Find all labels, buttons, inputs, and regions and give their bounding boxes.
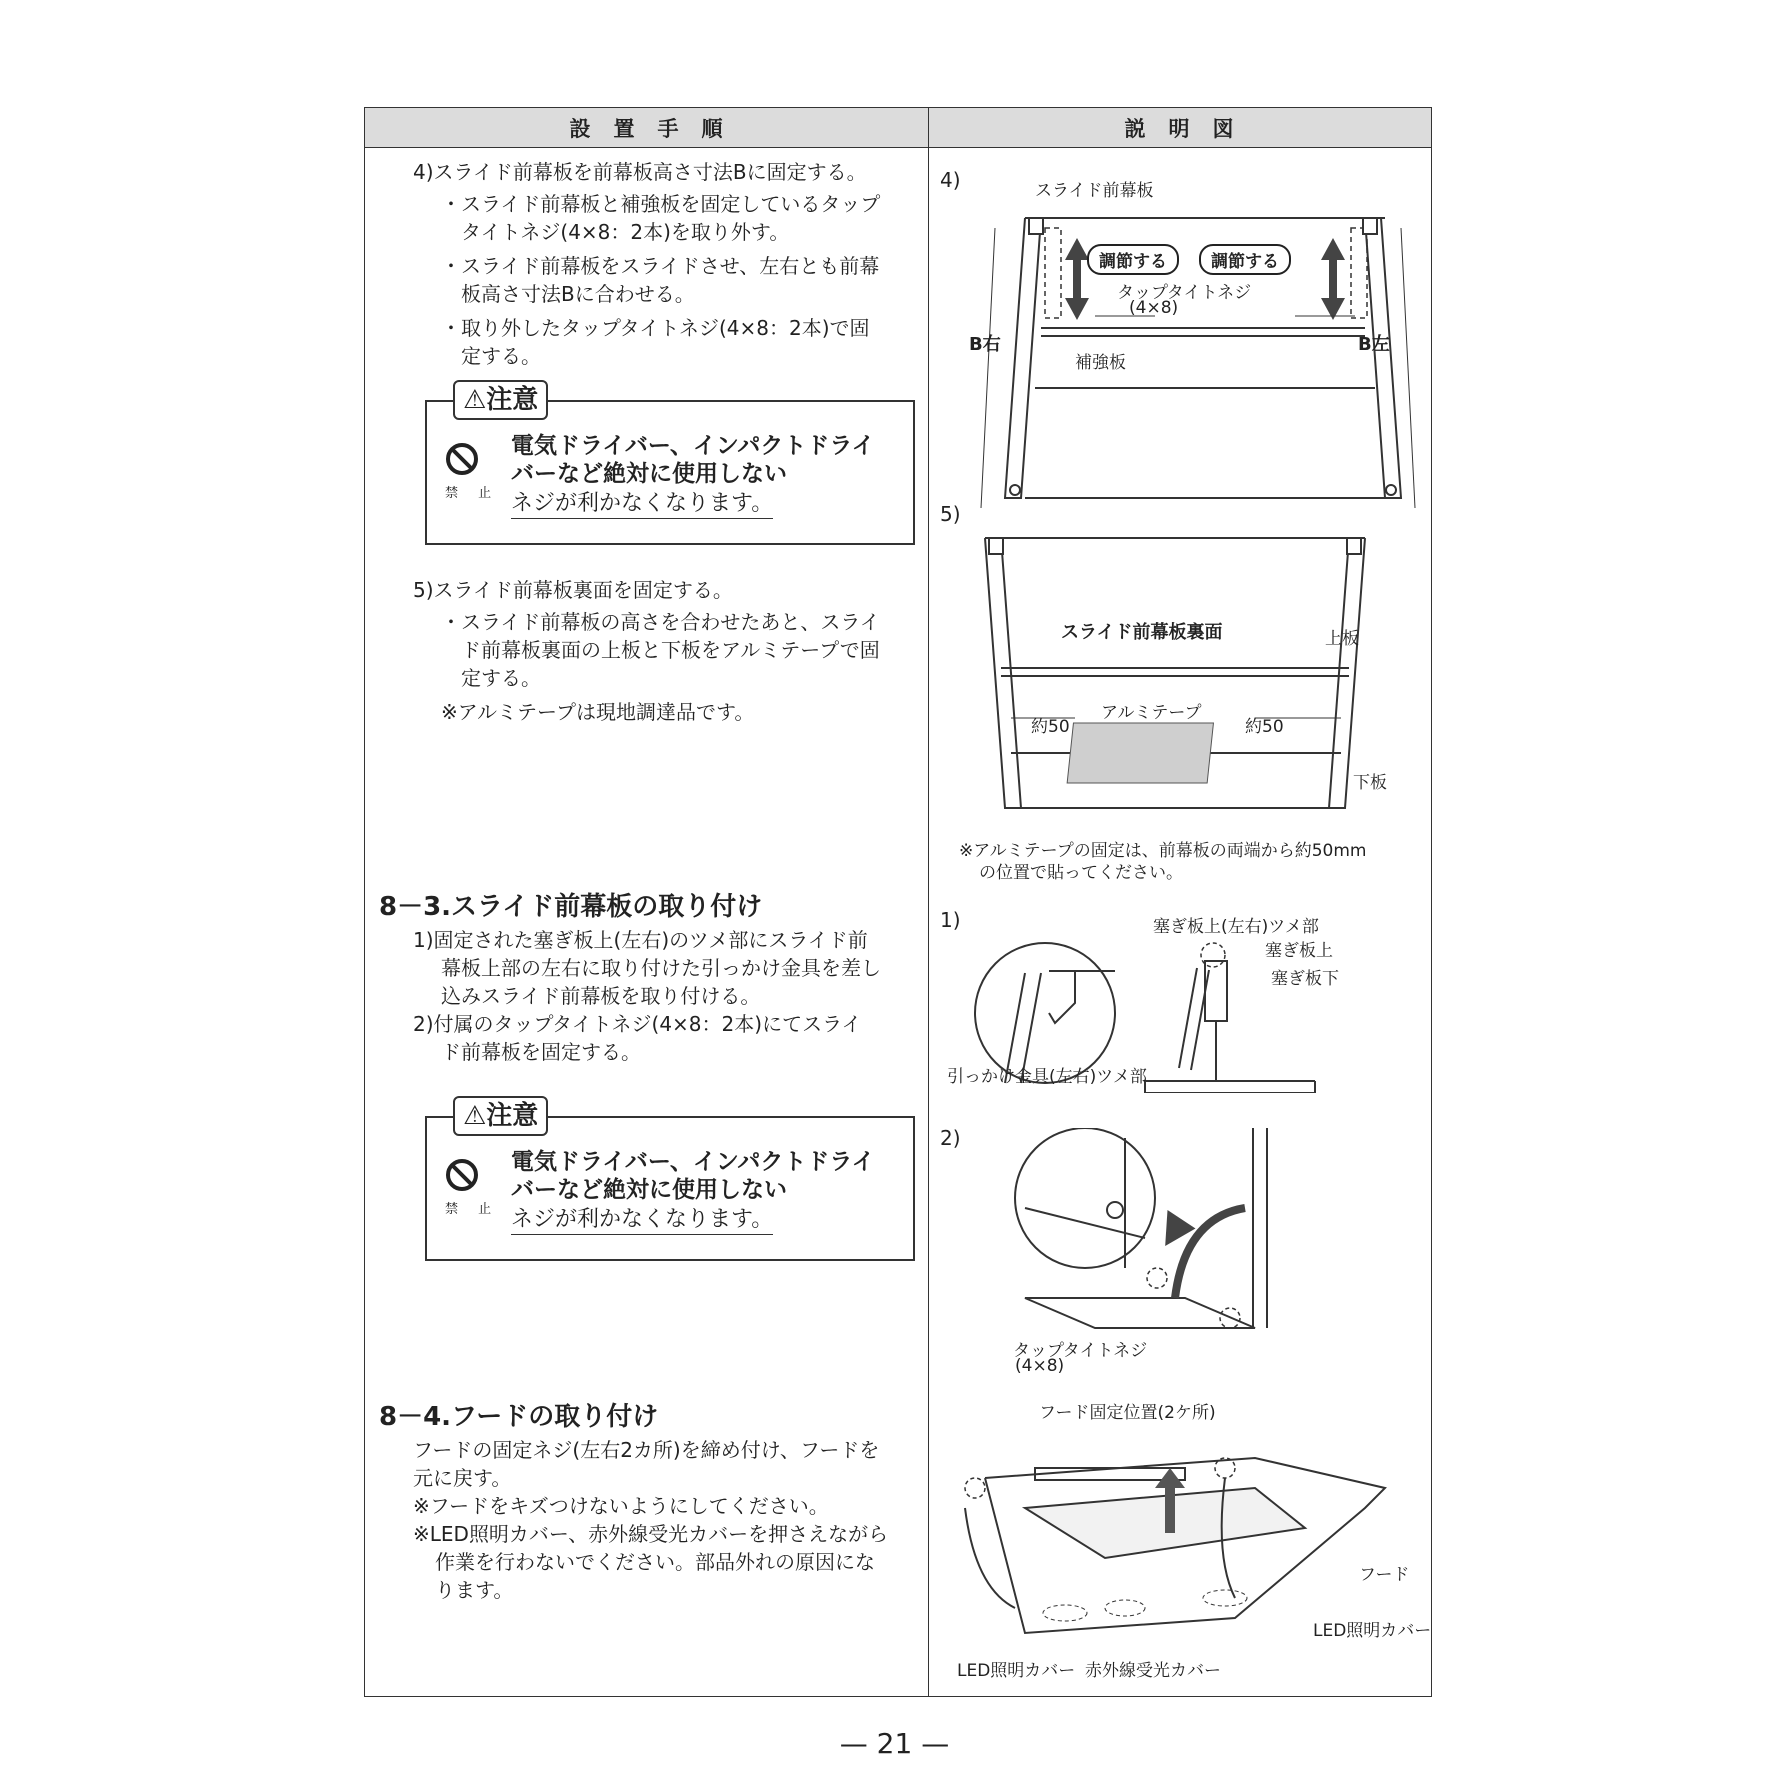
caution-reason: ネジが利かなくなります。 (511, 1206, 773, 1235)
caution-message: 電気ドライバー、インパクトドライ バーなど絶対に使用しない (511, 1149, 875, 1203)
section-8-3-title: 8－3.スライド前幕板の取り付け (379, 892, 763, 922)
hood-led-cover-left: LED照明カバー (957, 1661, 1076, 1681)
fig5-bottom-plate-label: 下板 (1353, 773, 1387, 793)
sec84-note2: ※LED照明カバー、赤外線受光カバーを押さえながら (413, 1522, 889, 1546)
fig1-lower-label: 塞ぎ板下 (1271, 969, 1339, 989)
sec83-step1-cont2: 込みスライド前幕板を取り付ける。 (441, 984, 761, 1008)
step5-note: ※アルミテープは現地調達品です。 (441, 700, 755, 724)
step4-bullet3-cont: 定する。 (461, 344, 541, 368)
fig4-adjust-label-2: 調節する (1199, 244, 1291, 275)
procedure-table (364, 107, 1432, 1697)
fig5-number: 5) (940, 502, 961, 526)
step4-bullet2: ・スライド前幕板をスライドさせ、左右とも前幕 (441, 254, 880, 278)
sec83-step2: 2)付属のタップタイトネジ(4×8：2本)にてスライ (413, 1012, 862, 1036)
fig2-screw-diagram (1005, 1128, 1325, 1368)
fig5-note-line2: の位置で貼ってください。 (979, 863, 1183, 883)
fig5-approx-left: 約50 (1031, 717, 1070, 737)
step5-bullet1-cont2: 定する。 (461, 666, 541, 690)
fig4-screw-label: タップタイトネジ (1117, 283, 1252, 303)
fig1-upper-label: 塞ぎ板上 (1265, 941, 1333, 961)
fig4-adjust-label-1: 調節する (1087, 244, 1179, 275)
sec84-note1: ※フードをキズつけないようにしてください。 (413, 1494, 829, 1518)
step4-title: 4)スライド前幕板を前幕板高さ寸法Bに固定する。 (413, 160, 867, 184)
header-procedure: 設 置 手 順 (365, 108, 928, 148)
fig5-back-panel-diagram (965, 518, 1385, 828)
prohibited-icon (445, 1158, 479, 1192)
step5-bullet1-cont: ド前幕板裏面の上板と下板をアルミテープで固 (461, 638, 880, 662)
fig5-note-line1: ※アルミテープの固定は、前幕板の両端から約50mm (959, 841, 1367, 861)
sec83-step2-cont: ド前幕板を固定する。 (441, 1040, 641, 1064)
fig5-top-plate-label: 上板 (1325, 629, 1359, 649)
fig4-screw-size: (4×8) (1129, 298, 1179, 318)
prohibited-icon (445, 442, 479, 476)
fig4-slide-panel-diagram (945, 198, 1425, 528)
hood-diagram (955, 1418, 1425, 1638)
sec84-note2-cont: 作業を行わないでください。部品外れの原因にな (435, 1550, 875, 1574)
step5-bullet1: ・スライド前幕板の高さを合わせたあと、スライ (441, 610, 880, 634)
step4-bullet1-cont: タイトネジ(4×8：2本)を取り外す。 (461, 220, 790, 244)
step4-bullet3: ・取り外したタップタイトネジ(4×8：2本)で固 (441, 316, 870, 340)
caution-tag: ⚠注意 (453, 380, 548, 420)
hood-led-cover-right: LED照明カバー (1313, 1621, 1432, 1641)
sec84-note2-cont2: ります。 (435, 1578, 514, 1602)
caution-tag: ⚠注意 (453, 1096, 548, 1136)
prohibited-label: 禁 止 (445, 1202, 500, 1217)
caution-box-2 (425, 1101, 915, 1261)
section-8-4-title: 8－4.フードの取り付け (379, 1402, 659, 1432)
step4-bullet2-cont: 板高さ寸法Bに合わせる。 (461, 282, 695, 306)
fig5-approx-right: 約50 (1245, 717, 1284, 737)
caution-box-1 (425, 385, 915, 545)
fig2-screw-label: タップタイトネジ (1013, 1341, 1148, 1361)
fig2-number: 2) (940, 1126, 961, 1150)
hood-ir-cover: 赤外線受光カバー (1085, 1661, 1221, 1681)
header-diagram: 説 明 図 (928, 108, 1431, 148)
sec83-step1-cont: 幕板上部の左右に取り付けた引っかけ金具を差し (441, 956, 881, 980)
caution-reason: ネジが利かなくなります。 (511, 490, 773, 519)
hood-fix-position-label: フード固定位置(2ケ所) (1039, 1403, 1216, 1423)
step4-bullet1: ・スライド前幕板と補強板を固定しているタップ (441, 192, 881, 216)
fig2-screw-size: (4×8) (1015, 1356, 1065, 1376)
fig5-tape-label: アルミテープ (1101, 703, 1202, 723)
fig4-number: 4) (940, 168, 961, 192)
fig1-claw-label: 塞ぎ板上(左右)ツメ部 (1153, 917, 1319, 937)
fig4-b-left: B左 (1358, 334, 1390, 355)
fig4-b-right: B右 (969, 334, 1001, 355)
hood-label: フード (1359, 1565, 1410, 1585)
sec84-para-cont: 元に戻す。 (413, 1466, 512, 1490)
fig1-number: 1) (940, 908, 961, 932)
sec84-para: フードの固定ネジ(左右2カ所)を締め付け、フードを (413, 1438, 880, 1462)
column-divider (928, 108, 929, 1696)
fig5-back-label: スライド前幕板裏面 (1061, 622, 1223, 643)
prohibited-label: 禁 止 (445, 486, 500, 501)
fig4-slide-panel-label: スライド前幕板 (1035, 181, 1154, 201)
fig4-reinforce-label: 補強板 (1075, 353, 1126, 373)
page-number: — 21 — (839, 1727, 950, 1760)
caution-message: 電気ドライバー、インパクトドライ バーなど絶対に使用しない (511, 433, 875, 487)
fig1-hook-label: 引っかけ金具(左右)ツメ部 (947, 1067, 1147, 1087)
sec83-step1: 1)固定された塞ぎ板上(左右)のツメ部にスライド前 (413, 928, 868, 952)
step5-title: 5)スライド前幕板裏面を固定する。 (413, 578, 733, 602)
